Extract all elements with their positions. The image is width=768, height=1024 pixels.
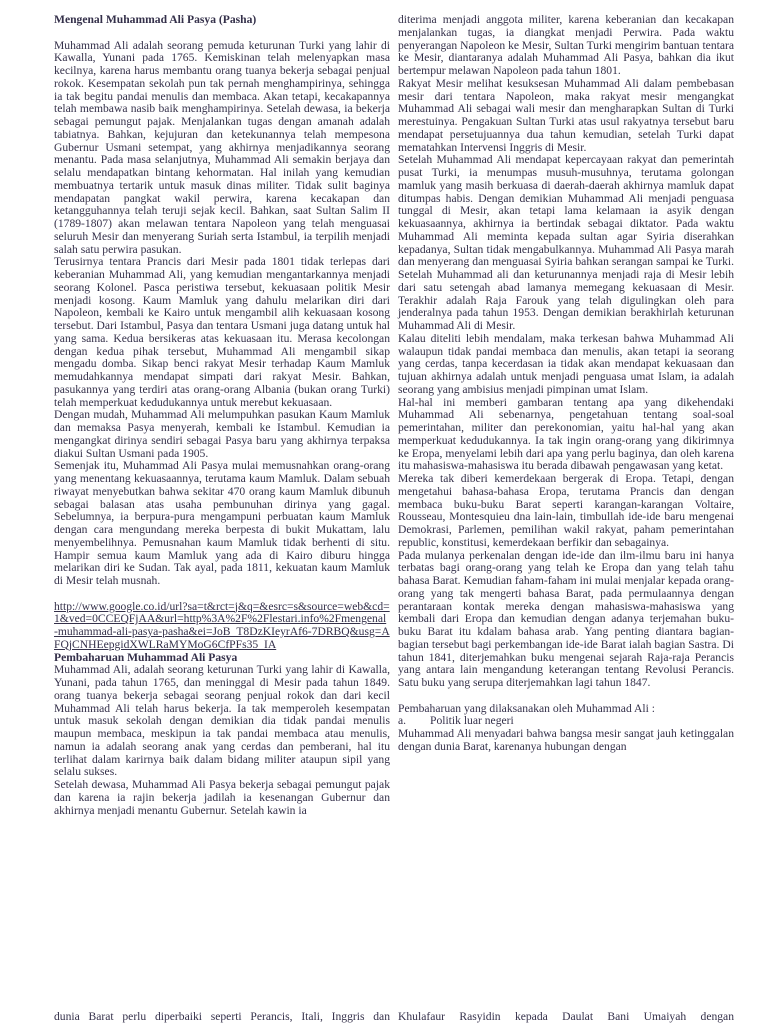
left-column: [54, 14, 390, 817]
paragraph: Pada mulanya perkenalan dengan ide-ide dan ilm-ilmu baru ini hanya terbatas bagi orang-orang yang telah ke Eropa dan yang telah tahu bahasa Barat. Kemudian faham-faham ini mulai menjalar kepada orang-orang yang tak mengerti bahasa Barat, pada permulaannya dengan perantaraan kontak mereka dengan mahasiswa-mahasiswa yang kembali dari Eropa dan kemudian dengan adanya terjemahan buku-buku Barat itu kdalam bahasa arab. Yang penting diantara bagian-bagian tersebut bagi perkembangan ide-ide Barat ialah bagian Sastra. Di tahun 1841, diterjemahkan buku mengenai sejarah Raja-raja Perancis yang antara lain mengandung keterangan tentang Revolusi Perancis. Satu buku yang serupa diterjemahkan lagi tahun 1847.: [398, 548, 734, 689]
paragraph: Setelah Muhammad Ali mendapat kepercayaan rakyat dan pemerintah pusat Turki, ia menumpas musuh-musuhnya, terutama golongan mamluk yang masih berkuasa di daerah-daerah akhirnya mamluk dapat ditumpas habis. Dengan demikian Muhammad Ali menjadi penguasa tunggal di Mesir, akan tetapi lama kelamaan ia asyik dengan kekuasaannya, akhirnya ia bertindak sebagai diktator. Pada waktu Muhammad Ali meminta kepada sultan agar Syiria diserahkan kepadanya, Sultan tidak mengabulkannya. Muhammad Ali Pasya marah dan menyerang dan menguasai Syiria bahkan serangan sampai ke Turki. Setelah Muhammad ali dan keturunannya menjadi raja di Mesir lebih dari satu setengah abad lamanya memegang kekuasaan di Mesir. Terakhir adalah Raja Farouk yang telah digulingkan oleh para jenderalnya pada tahun 1953. Dengan demikian berakhirlah keturunan Muhammad Ali di Mesir.: [398, 153, 734, 332]
spacer: [398, 690, 734, 703]
paragraph: Terusirnya tentara Prancis dari Mesir pada 1801 tidak terlepas dari keberanian Muhammad Ali, yang kemudian mengantarkannya menjadi seorang Kolonel. Pasca peristiwa tersebut, kekuasaan politik Mesir menjadi kosong. Kaum Mamluk yang dahulu melarikan diri dari Napoleon, kembali ke Kairo untuk mengambil alih kekuasaan kosong tersebut. Dari Istambul, Pasya dan tentara Usmani juga datang untuk hal yang sama. Kedua bersikeras atas kekuasaan itu. Merasa kecolongan dengan kedua pihak tersebut, Muhammad Ali mengambil sikap mengadu domba. Sikap benci rakyat Mesir terhadap Kaum Mamluk memudahkannya mendapat simpati dari rakyat Mesir. Bahkan, pasukannya yang terdiri atas orang-orang Albania (bukan orang Turki) telah memperkuat kedudukannya untuk merebut kekuasaan.: [54, 255, 390, 409]
paragraph: diterima menjadi anggota militer, karena keberanian dan kecakapan menjalankan tugas, ia diangkat menjadi Perwira. Pada waktu penyerangan Napoleon ke Mesir, Sultan Turki mengirim bantuan tentara ke Mesir, diantaranya adalah Muhammad Ali Pasya, bahkan dia ikut bertempur melawan Napoleon pada tahun 1801.: [398, 13, 734, 77]
paragraph: Muhammad Ali, adalah seorang keturunan Turki yang lahir di Kawalla, Yunani, pada tahun 1765, dan meninggal di Mesir pada tahun 1849. orang tuanya bekerja sebagai seorang penjual rokok dan dari kecil Muhammad Ali telah harus bekerja. Ia tak memperoleh kesempatan untuk masuk sekolah dengan demikian dia tidak pandai menulis maupun membaca, meskipun ia tak pandai membaca atau menulis, namun ia adalah seorang anak yang cerdas dan pemberani, hal itu terlihat dalam karirnya baik dalam bidang militer ataupun sipil yang selalu sukses.: [54, 663, 390, 779]
right-column: [398, 14, 734, 754]
list-marker: a.: [398, 714, 407, 728]
paragraph: Setelah dewasa, Muhammad Ali Pasya bekerja sebagai pemungut pajak dan karena ia rajin bekerja jadilah ia kesenangan Gubernur dan akhirnya menjadi menantu Gubernur. Setelah kawin ia: [54, 778, 390, 817]
section-title: Pembaharuan Muhammad Ali Pasya: [54, 650, 238, 664]
next-page-line-left: dunia Barat perlu diperbaiki seperti Perancis, Itali, Inggris dan: [54, 1011, 390, 1023]
next-page-line-right: Khulafaur Rasyidin kepada Daulat Bani Umaiyah dengan: [398, 1011, 734, 1023]
paragraph: Mereka tak diberi kemerdekaan bergerak di Eropa. Tetapi, dengan mengetahui bahasa-bahasa Eropa, terutama Prancis dan dengan membaca buku-buku Barat seperti karangan-karangan Voltaire, Rousseau, Montesquieu dna lain-lain, timbullah ide-ide baru mengenai Demokrasi, Parlemen, pemilihan wakil rakyat, paham pemerintahan republic, konstitusi, kemerdekaan berfikir dan sebagainya.: [398, 472, 734, 549]
paragraph: Kalau diteliti lebih mendalam, maka terkesan bahwa Muhammad Ali walaupun tidak pandai membaca dan menulis, akan tetapi ia seorang yang cerdas, tanpa kecerdasan ia tidak akan mendapat kekuasaan dan tujuan akhirnya adalah untuk menjadi penguasa umat Islam, ia adalah seorang yang ambisius menjadi pimpinan umat Islam.: [398, 331, 734, 396]
source-link[interactable]: http://www.google.co.id/url?sa=t&rct=j&q=&esrc=s&source=web&cd=1&ved=0CCEQFjAA&url=http%3A%2F%2Flestari.info%2Fmengenal-muhammad-ali-pasya-pasha&ei=JoB_T8DzKIeyrAf6-7DRBQ&usg=AFQjCNHEepgidXWLRaMYMoG6CfPFs35_IA: [54, 599, 390, 651]
paragraph: Hal-hal ini memberi gambaran tentang apa yang dikehendaki Muhammad Ali sebenarnya, pengetahuan tentang soal-soal pemerintahan, militer dan perekonomian, yaitu hal-hal yang akan memperkuat kedudukannya. Ia tak ingin orang-orang yang dikirimnya ke Eropa, menyelami lebih dari apa yang perlu baginya, dan oleh karena itu mahasiswa-mahasiswa itu berada dibawah pengawasan yang ketat.: [398, 395, 734, 473]
paragraph: Muhammad Ali adalah seorang pemuda keturunan Turki yang lahir di Kawalla, Yunani pada 1765. Kemiskinan telah melenyapkan masa kecilnya, karena harus membantu orang tuanya bekerja sebagai penjual rokok. Kesempatan sekolah pun tak pernah menghampirinya, sehingga ia tak begitu pandai menulis dan membaca. Akan tetapi, kecakapannya telah membawa nasib baik menghampirinya. Setelah dewasa, ia bekerja sebagai pemungut pajak. Menjalankan tugas dengan amanah adalah tabiatnya. Bahkan, kejujuran dan ketekunannya telah mempesona Gubernur Usmani setempat, yang akhirnya menjadikannya seorang menantu. Pada masa selanjutnya, Muhammad Ali semakin berjaya dan selalu mendapatkan bintang kehormatan. Hal inilah yang kemudian membuatnya tertarik untuk masuk dinas militer. Tidak sulit baginya mendapatan pangkat wakil perwira, karena kecakapan dan ketangguhannya telah teruji sejak kecil. Bahkan, saat Sultan Salim II (1789-1807) akan melawan tentara Napoleon yang telah menguasai seluruh Mesir dan menyerang Suriah serta Istambul, ia terpilih menjadi salah satu perwira pasukan.: [54, 38, 390, 256]
article-title: Mengenal Muhammad Ali Pasya (Pasha): [54, 13, 257, 26]
paragraph: Semenjak itu, Muhammad Ali Pasya mulai memusnahkan orang-orang yang menentang kekuasaannya, terutama kaum Mamluk. Dalam sebuah riwayat menyebutkan bahwa sekitar 470 orang kaum Mamluk dibunuh sebagai balasan atas usaha pembunuhan dirinya yang gagal. Sebelumnya, ia berpura-pura mengampuni perbuatan kaum Mamluk dengan cara mengundang mereka berpesta di bukit Mukattam, lalu menyembelihnya. Pemusnahan kaum Mamluk tidak berhenti di situ. Hampir semua kaum Mamluk yang ada di Kairo diburu hingga melarikan diri ke Sudan. Tak ayal, pada 1811, kekuatan kaum Mamluk di Mesir telah musnah.: [54, 459, 390, 587]
paragraph: Dengan mudah, Muhammad Ali melumpuhkan pasukan Kaum Mamluk dan memaksa Pasya menyerah, kembali ke Istambul. Kemudian ia mengangkat dirinya sendiri sebagai Pasya baru yang akhirnya terpaksa diakui Sultan Usmani pada 1905.: [54, 408, 390, 460]
list-item-label: Politik luar negeri: [430, 714, 514, 728]
paragraph: Muhammad Ali menyadari bahwa bangsa mesir sangat jauh ketinggalan dengan dunia Barat, karenanya hubungan dengan: [398, 727, 734, 753]
spacer: [54, 588, 390, 601]
list-intro: Pembaharuan yang dilaksanakan oleh Muhammad Ali :: [398, 701, 655, 715]
paragraph: Rakyat Mesir melihat kesuksesan Muhammad Ali dalam pembebasan mesir dari tentara Napoleon, maka rakyat mesir mengangkat Muhammad Ali sebagai wali mesir dan mengharapkan Sultan di Turki merestuinya. Pengakuan Sultan Turki atas usul rakyatnya tersebut baru mendapat persetujuannya dua tahun kemudian, setelah Turki dapat mematahkan Intervensi Inggris di Mesir.: [398, 76, 734, 154]
